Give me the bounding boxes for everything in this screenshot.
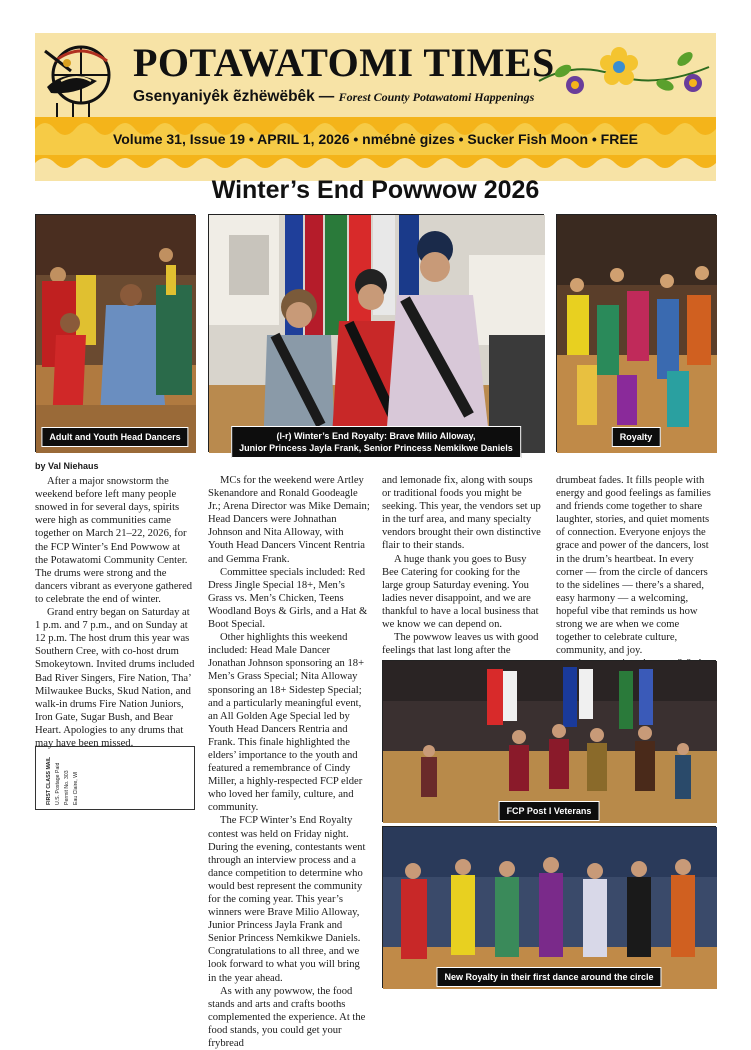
col3-para-2: A huge thank you goes to Busy Bee Catering for cooking for the large group Saturday evening. You ladies never disappoint, and we are thankful to have a local business that we know we can depend on. xyxy=(382,553,539,631)
veterans-image xyxy=(383,661,717,823)
floral-beadwork-icon xyxy=(535,41,713,103)
caption-royalty-line1: (l-r) Winter’s End Royalty: Brave Milio Alloway, xyxy=(276,431,476,441)
col4-para-1: drumbeat fades. It fills people with energy and good feelings as families and friends come together to share laughter, stories, and quiet moments of connection. Everyone enjoys the grace and power of the dancers, lost in the drum’s heartbeat. In every corner — from the circle of dancers to the sidelines — there’s a shared, easy harmony — a welcoming, hopeful vibe that reminds us how strong we are when we come together to celebrate culture, community, and joy. xyxy=(556,475,711,657)
subtitle-dash: — xyxy=(318,88,339,105)
col1-para-2: Grand entry began on Saturday at 1 p.m. and 7 p.m., and on Sunday at 12 p.m. The host drum this year was Southern Cree, with co-host drum Smokeytown. Invited drums included Bad River Singers, Fire Nation, Tha’ Milwaukee Bucks, Skud Nation, and walk-in drums Fire Nation Juniors, Iron Gate, Sugar Bush, and Bear Heart. Apologies to any drums that may have been missed. xyxy=(35,607,195,749)
col2-para-2: Committee specials included: Red Dress Jingle Special 18+, Men’s Grass vs. Men’s Chicken, Teens Woodland Boys & Girls, and a Hat & Boot Special. xyxy=(208,566,368,631)
photo-royalty-right xyxy=(556,214,716,452)
subtitle-native: Gsenyaniyêk ẽzhëwëbêk xyxy=(133,88,315,105)
article-column-3 xyxy=(382,474,542,657)
indicia-line4: Eau Claire, WI xyxy=(73,771,79,805)
article-column-4 xyxy=(556,474,716,670)
royalty-center-image xyxy=(209,215,545,453)
indicia-line1: FIRST CLASS MAIL xyxy=(46,756,52,805)
byline: by Val Niehaus xyxy=(35,461,99,471)
col2-para-4: The FCP Winter’s End Royalty contest was held on Friday night. During the evening, contestants went through an interview process and a dance competition to determine who would best represent the community for the coming year. This year’s winners were Brave Milio Alloway, Junior Princess Jayla Frank and Senior Princess Nemkikwe Daniels. Congratulations to all three, and we look forward to what you will bring in the year ahead. xyxy=(208,815,366,984)
headline: Winter’s End Powwow 2026 xyxy=(211,176,540,204)
royalty-right-image xyxy=(557,215,717,453)
col3-para-3: The powwow leaves us with good feelings that last long after the xyxy=(382,632,539,657)
caption-head-dancers: Adult and Youth Head Dancers xyxy=(41,427,188,447)
caption-royalty-line2: Junior Princess Jayla Frank, Senior Princess Nemkikwe Daniels xyxy=(239,443,513,453)
photo-new-royalty xyxy=(382,826,716,988)
col3-para-1: and lemonade fix, along with soups or traditional foods you might be seeking. This year, the vendors set up in the turf area, and many specialty vendors brought their own distinctive flair to their stands. xyxy=(382,475,541,552)
article-column-2 xyxy=(208,474,370,1050)
caption-veterans: FCP Post I Veterans xyxy=(499,801,600,821)
subtitle-tagline: Forest County Potawatomi Happenings xyxy=(338,90,535,104)
col1-para-1: After a major snowstorm the weekend before left many people snowed in for several days, spirits were high as communities came together on March 21–22, 2026, for the FCP Winter’s End Powwow at the Potawatomi Community Center. The drums were strong and the dancers vibrant as everyone gathered to celebrate the end of winter. xyxy=(35,476,193,605)
col2-para-1: MCs for the weekend were Artley Skenandore and Ronald Goodeagle Jr.; Arena Director was Mike Demain; Head Dancers were Johnathan Johnson and Nita Alloway, with Youth Head Dancers Vincent Rentria and Gemma Frank. xyxy=(208,475,370,565)
mailing-indicia-box xyxy=(35,746,195,810)
issue-line: Volume 31, Issue 19 • APRIL 1, 2026 • nmébnė gizes • Sucker Fish Moon • FREE xyxy=(112,131,639,147)
photo-royalty-center xyxy=(208,214,544,452)
article-column-1 xyxy=(35,460,195,750)
indicia-line2: U.S. Postage Paid xyxy=(55,762,61,805)
caption-royalty-center xyxy=(231,426,521,458)
paper-title: POTAWATOMI TIMES xyxy=(133,40,555,85)
postage-indicia xyxy=(40,751,86,807)
masthead xyxy=(35,33,716,181)
new-royalty-image xyxy=(383,827,717,989)
col2-para-5: As with any powwow, the food stands and arts and crafts booths complemented the experience. At the food stands, you could get your frybread xyxy=(208,985,366,1050)
col2-para-3: Other highlights this weekend included: Head Male Dancer Jonathan Johnson sponsoring an 18+ Men’s Grass Special; Nita Alloway sponsoring an 18+ Sidestep Special; and a particularly meaningful event, an All Golden Age Special led by Youth Head Dancers Rentria and Frank. This finale highlighted the elders’ importance to the youth and featured a remembrance of Cindy Miller, a highly-respected FCP elder who loved her family, culture, and community. xyxy=(208,632,365,814)
caption-royalty-right: Royalty xyxy=(612,427,661,447)
photo-head-dancers xyxy=(35,214,195,452)
head-dancers-image xyxy=(36,215,196,453)
subtitle-row xyxy=(133,88,534,106)
caption-new-royalty: New Royalty in their first dance around the circle xyxy=(436,967,661,987)
indicia-line3: Permit No. 303 xyxy=(64,770,70,805)
photo-veterans xyxy=(382,660,716,822)
